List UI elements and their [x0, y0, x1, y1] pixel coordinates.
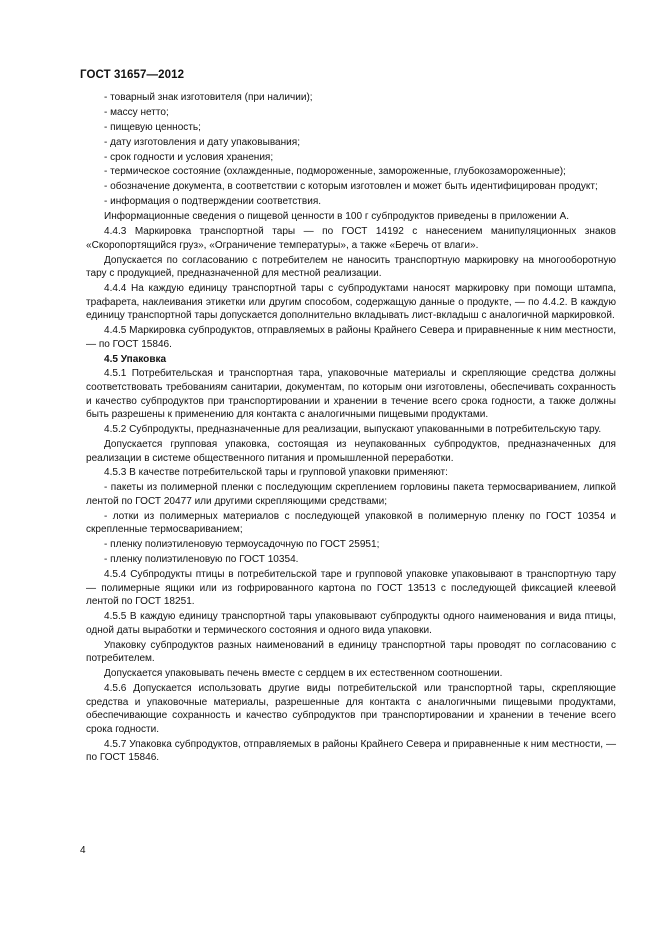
list-item-polyethylene-film: - пленку полиэтиленовую по ГОСТ 10354. — [104, 554, 299, 566]
clause-4-5-7: 4.5.7 Упаковка субпродуктов, отправляемых в районы Крайнего Севера и приравненные к ним местности, — по ГОСТ 15846. — [86, 738, 616, 764]
list-item-polymer-trays: - лотки из полимерных материалов с последующей упаковкой в полимерную пленку по ГОСТ 10354 и скрепленные термосвариванием; — [86, 510, 616, 536]
paragraph-mixed-packaging: Упаковку субпродуктов разных наименований в единицу транспортной тары проводят по согласованию с потребителем. — [86, 639, 616, 665]
document-body — [86, 91, 616, 766]
list-item-document-designation: - обозначение документа, в соответствии с которым изготовлен и может быть идентифицирован продукт; — [104, 181, 598, 193]
clause-4-5-5: 4.5.5 В каждую единицу транспортной тары упаковывают субпродукты одного наименования и вида птицы, одной даты выработки и термического состояния и одного вида упаковки. — [86, 611, 616, 636]
paragraph-liver-heart: Допускается упаковывать печень вместе с сердцем в их естественном соотношении. — [104, 668, 503, 680]
list-item-net-mass: - массу нетто; — [104, 106, 169, 118]
clause-4-5-3: 4.5.3 В качестве потребительской тары и групповой упаковки применяют: — [104, 467, 448, 479]
list-item-nutrition-value: - пищевую ценность; — [104, 121, 201, 133]
paragraph-nutrition-appendix: Информационные сведения о пищевой ценности в 100 г субпродуктов приведены в приложении А. — [104, 211, 570, 223]
paragraph-returnable-tare: Допускается по согласованию с потребителем не наносить транспортную маркировку на многооборотную тару с продукцией, предназначенной для местной реализации. — [86, 254, 616, 280]
clause-4-5-2: 4.5.2 Субпродукты, предназначенные для реализации, выпускают упакованными в потребительскую тару. — [104, 424, 602, 436]
list-item-manufacture-date: - дату изготовления и дату упаковывания; — [104, 136, 301, 148]
list-item-film-bags: - пакеты из полимерной пленки с последующим скреплением горловины пакета термосвариванием, липкой лентой по ГОСТ 20477 или другими скрепляющими средствами; — [86, 482, 616, 507]
page-number: 4 — [80, 845, 86, 856]
paragraph-group-packaging: Допускается групповая упаковка, состоящая из неупакованных субпродуктов, предназначенных для реализации в системе общественного питания и промышленной переработки. — [86, 439, 616, 464]
list-item-shrink-film: - пленку полиэтиленовую термоусадочную по ГОСТ 25951; — [104, 539, 380, 551]
clause-4-4-4: 4.4.4 На каждую единицу транспортной тары с субпродуктами наносят маркировку при помощи штампа, трафарета, наклеивания этикетки или другим способом, содержащую данные о продукте, — по 4.4.2. В каждую единицу транспортной тары допускается дополнительно вкладывать лист-вкладыш с аналогичной маркировкой. — [86, 282, 616, 322]
document-code-header: ГОСТ 31657—2012 — [80, 69, 185, 81]
list-item-thermal-state: - термическое состояние (охлажденные, подмороженные, замороженные, глубокозамороженные); — [104, 166, 566, 178]
clause-4-5-4: 4.5.4 Субпродукты птицы в потребительской таре и групповой упаковке упаковывают в транспортную тару — полимерные ящики или из гофрированного картона по ГОСТ 13513 с последующей фиксацией клеевой лентой по ГОСТ 18251. — [86, 569, 616, 608]
clause-4-5-6: 4.5.6 Допускается использовать другие виды потребительской или транспортной тары, скрепляющие средства и упаковочные материалы, разрешенные для контакта с аналогичными пищевыми продуктами, обеспечивающие сохранность и качество субпродуктов при транспортировании и хранении в течение всего срока годности. — [86, 683, 616, 735]
list-item-trademark: - товарный знак изготовителя (при наличии); — [104, 92, 313, 103]
list-item-conformity-info: - информация о подтверждении соответствия. — [104, 196, 322, 208]
section-heading-4-5: 4.5 Упаковка — [104, 353, 167, 365]
clause-4-4-3: 4.4.3 Маркировка транспортной тары — по ГОСТ 14192 с нанесением манипуляционных знаков «Скоропортящийся груз», «Ограничение температуры», а также «Беречь от влаги». — [86, 226, 616, 251]
clause-4-5-1: 4.5.1 Потребительская и транспортная тара, упаковочные материалы и скрепляющие средства должны соответствовать требованиям санитарии, документам, по которым они изготовлены, обеспечивать сохранность и качество субпродуктов при транспортировании и хранении в течение всего срока годности, а также должны быть разрешены к применению для контакта с аналогичными пищевыми продуктами. — [86, 368, 616, 421]
clause-4-4-5: 4.4.5 Маркировка субпродуктов, отправляемых в районы Крайнего Севера и приравненные к ним местности, — по ГОСТ 15846. — [86, 325, 616, 350]
list-item-shelf-life: - срок годности и условия хранения; — [104, 151, 274, 163]
